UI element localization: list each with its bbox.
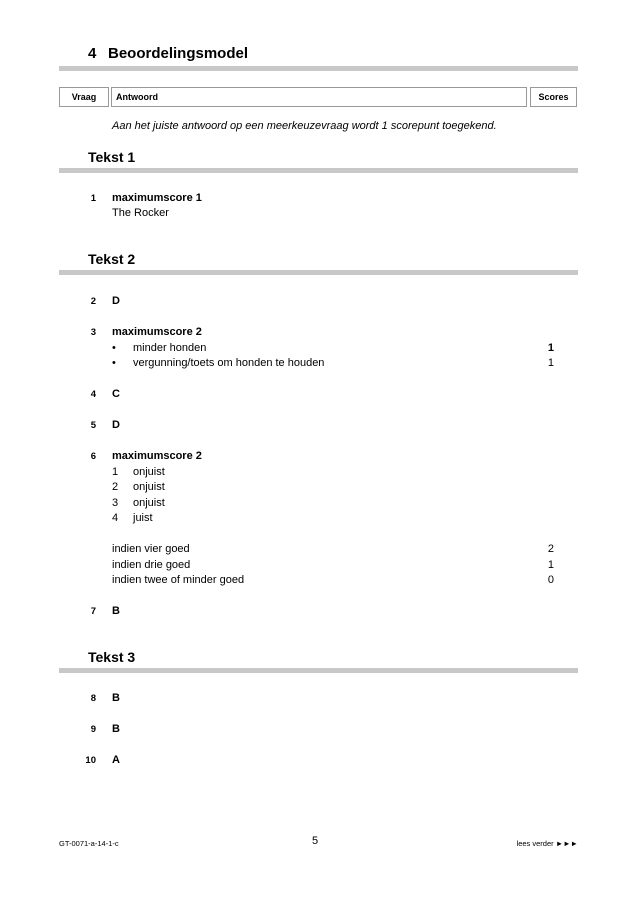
answer-text: D xyxy=(112,419,120,431)
question-number: 5 xyxy=(90,420,96,431)
answer-text: The Rocker xyxy=(112,207,169,219)
answer-text: B xyxy=(112,723,120,735)
item-number: 3 xyxy=(112,497,119,509)
bullet-text: vergunning/toets om honden te houden xyxy=(133,357,325,369)
bullet-mark: • xyxy=(112,342,116,354)
chapter-title xyxy=(88,45,248,62)
list-item xyxy=(112,511,153,525)
answer-text: A xyxy=(112,754,120,766)
answer-text: D xyxy=(112,295,120,307)
question-number: 4 xyxy=(90,389,96,400)
item-text: onjuist xyxy=(133,481,165,493)
intro-text: Aan het juiste antwoord op een meerkeuzevraag wordt 1 scorepunt toegekend. xyxy=(112,120,497,132)
item-text: onjuist xyxy=(133,466,165,478)
footer-code: GT-0071-a-14-1-c xyxy=(59,839,119,848)
item-text: juist xyxy=(133,512,153,524)
score-value: 1 xyxy=(547,357,554,369)
section-tekst-3: Tekst 3 xyxy=(88,649,136,665)
list-item xyxy=(112,480,165,494)
section-tekst-1: Tekst 1 xyxy=(88,149,136,165)
item-text: onjuist xyxy=(133,497,165,509)
title-rule xyxy=(59,66,578,71)
bullet-item xyxy=(112,341,206,355)
question-number: 9 xyxy=(90,724,96,735)
bullet-text: minder honden xyxy=(133,342,207,354)
section-rule xyxy=(59,168,578,173)
answer-text: B xyxy=(112,605,120,617)
question-number: 2 xyxy=(90,296,96,307)
section-tekst-2: Tekst 2 xyxy=(88,251,136,267)
header-scores: Scores xyxy=(530,87,577,107)
score-value: 2 xyxy=(547,543,554,555)
question-heading: maximumscore 2 xyxy=(112,450,202,462)
score-value: 1 xyxy=(547,342,554,354)
chapter-title-text: Beoordelingsmodel xyxy=(108,45,249,62)
question-number: 7 xyxy=(90,606,96,617)
question-heading: maximumscore 2 xyxy=(112,326,202,338)
question-number: 10 xyxy=(85,755,96,766)
header-antwoord: Antwoord xyxy=(111,87,527,107)
question-number: 6 xyxy=(90,451,96,462)
section-rule xyxy=(59,270,578,275)
header-vraag: Vraag xyxy=(59,87,109,107)
question-number: 3 xyxy=(90,327,96,338)
answer-text: B xyxy=(112,692,120,704)
bullet-item xyxy=(112,356,324,370)
list-item xyxy=(112,465,165,479)
question-number: 8 xyxy=(90,693,96,704)
question-heading: maximumscore 1 xyxy=(112,192,202,204)
scoring-rule: indien vier goed xyxy=(112,543,190,555)
question-number: 1 xyxy=(90,193,96,204)
item-number: 4 xyxy=(112,512,119,524)
chapter-number: 4 xyxy=(88,45,97,62)
page-number: 5 xyxy=(312,835,319,847)
footer-next: lees verder ►►► xyxy=(516,839,578,848)
item-number: 2 xyxy=(112,481,119,493)
score-value: 1 xyxy=(547,559,554,571)
scoring-rule: indien drie goed xyxy=(112,559,191,571)
section-rule xyxy=(59,668,578,673)
scoring-rule: indien twee of minder goed xyxy=(112,574,245,586)
answer-text: C xyxy=(112,388,120,400)
item-number: 1 xyxy=(112,466,119,478)
list-item xyxy=(112,496,165,510)
score-value: 0 xyxy=(547,574,554,586)
bullet-mark: • xyxy=(112,357,116,369)
